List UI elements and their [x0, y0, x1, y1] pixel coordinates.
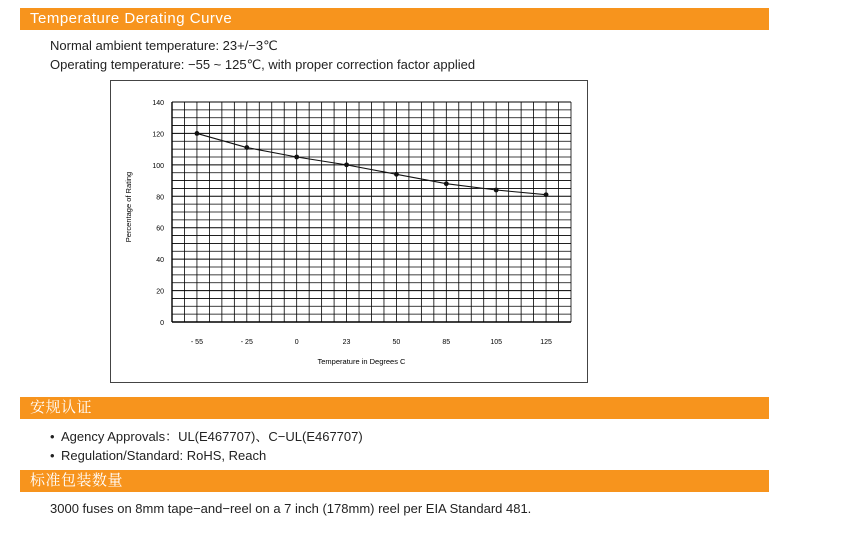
x-tick-label: 85 [442, 339, 451, 346]
x-tick-label: 125 [540, 339, 552, 346]
y-tick-label: 0 [160, 320, 164, 327]
x-axis-label: Temperature in Degrees C [317, 357, 406, 366]
x-tick-label: - 25 [240, 339, 253, 346]
data-point [544, 192, 549, 197]
data-point [294, 155, 299, 160]
derating-chart [110, 80, 588, 383]
data-point [195, 131, 200, 136]
y-tick-label: 80 [156, 194, 164, 202]
section-header-approvals [20, 397, 769, 419]
x-tick-label: - 55 [190, 339, 203, 346]
x-tick-label: 50 [392, 339, 401, 346]
y-tick-label: 60 [156, 225, 164, 233]
y-tick-label: 20 [156, 288, 164, 296]
data-point [394, 172, 399, 177]
section-title: Temperature Derating Curve [30, 10, 233, 27]
packaging-text: 3000 fuses on 8mm tape−and−reel on a 7 inch (178mm) reel per EIA Standard 481. [50, 501, 532, 516]
derating-chart-svg [111, 81, 587, 382]
agency-approvals-item: • Agency Approvals：UL(E467707)、C−UL(E467707) [50, 429, 363, 445]
y-tick-label: 40 [156, 257, 164, 265]
regulation-standard-item: • Regulation/Standard: RoHS, Reach [50, 448, 266, 464]
section-header-packaging [20, 470, 769, 492]
y-tick-label: 100 [152, 162, 164, 170]
x-tick-label: 0 [294, 339, 299, 346]
data-point [344, 162, 349, 167]
section-title: 标准包装数量 [30, 472, 124, 489]
data-point [244, 145, 249, 150]
y-tick-label: 120 [152, 131, 164, 139]
data-point [494, 188, 499, 193]
section-title: 安规认证 [30, 399, 93, 416]
section-header-derating [20, 8, 769, 30]
y-tick-label: 140 [152, 100, 164, 107]
y-axis-label: Percentage of Rating [124, 171, 133, 243]
ambient-temperature-text: Normal ambient temperature: 23+/−3℃ [50, 38, 278, 53]
x-tick-label: 105 [490, 339, 503, 346]
x-tick-label: 23 [342, 339, 351, 346]
operating-temperature-text: Operating temperature: −55 ~ 125℃, with proper correction factor applied [50, 57, 476, 72]
data-point [444, 181, 449, 186]
